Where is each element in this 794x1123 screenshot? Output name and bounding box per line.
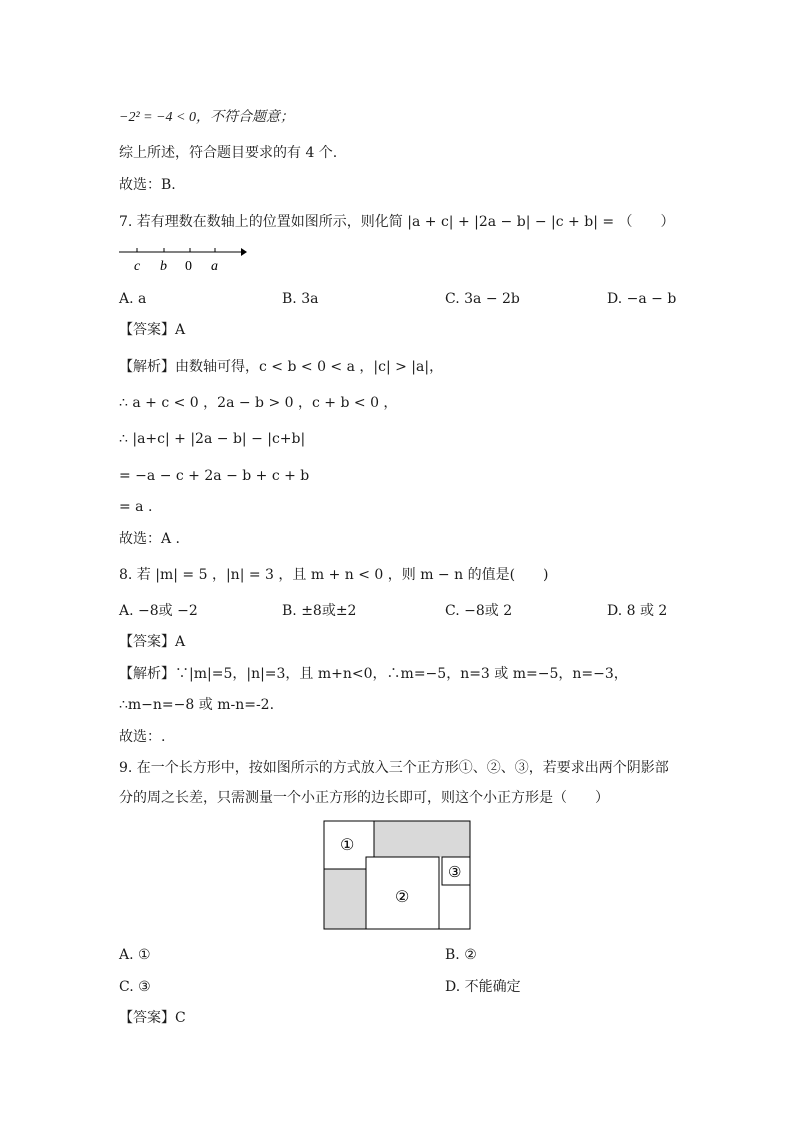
- text-line-3: 故选：B.: [119, 177, 176, 193]
- number-line-figure: [119, 244, 249, 274]
- text-line-2: 综上所述，符合题目要求的有 4 个.: [119, 145, 338, 161]
- q7-solution-2: ∴ a + c < 0 ，2a − b > 0 ，c + b < 0 ，: [119, 395, 398, 411]
- shade-top-right: [374, 821, 470, 857]
- q7-option-a: A. a: [119, 291, 147, 307]
- q8-solution-2: ∴m−n=−8 或 m-n=-2.: [119, 697, 275, 713]
- text-line-1: −2² = −4 < 0，不符合题意；: [119, 110, 294, 125]
- q8-option-c: C. −8或 2: [445, 603, 513, 619]
- label-0: 0: [185, 259, 192, 274]
- q7-solution-4: = −a − c + 2a − b + c + b: [119, 468, 310, 484]
- q7-solution-3: ∴ |a+c| + |2a − b| − |c+b|: [119, 431, 306, 447]
- label-b: b: [160, 259, 167, 274]
- number-line-arrow: [241, 248, 247, 256]
- q7-solution-6: 故选：A .: [119, 531, 181, 547]
- shade-bottom-left: [324, 869, 366, 929]
- q9-option-d: D. 不能确定: [445, 979, 521, 995]
- q7-answer: 【答案】A: [119, 322, 186, 338]
- question-9-line-2: 分的周之长差，只需测量一个小正方形的边长即可，则这个小正方形是（ ）: [119, 790, 609, 806]
- q8-solution-1: 【解析】∵|m|=5，|n|=3，且 m+n<0，∴m=−5，n=3 或 m=−5，n=−3，: [119, 666, 628, 682]
- q8-option-a: A. −8或 −2: [119, 603, 198, 619]
- q8-solution-3: 故选：.: [119, 729, 166, 745]
- q8-answer: 【答案】A: [119, 634, 186, 650]
- squares-figure: [323, 820, 473, 932]
- label-c: c: [134, 259, 141, 274]
- q9-option-b: B. ②: [445, 947, 477, 963]
- q7-solution-1: 【解析】由数轴可得，c < b < 0 < a ，|c| > |a|，: [119, 359, 444, 375]
- q9-option-a: A. ①: [119, 947, 151, 963]
- square-2-label: ②: [395, 889, 410, 906]
- question-9-line-1: 9. 在一个长方形中，按如图所示的方式放入三个正方形①、②、③，若要求出两个阴影部: [119, 760, 669, 776]
- square-1-label: ①: [340, 837, 355, 854]
- square-3-label: ③: [448, 865, 462, 881]
- q7-solution-5: = a .: [119, 499, 153, 515]
- q8-option-b: B. ±8或±2: [282, 603, 357, 619]
- q7-option-c: C. 3a − 2b: [445, 291, 520, 307]
- q9-option-c: C. ③: [119, 979, 151, 995]
- question-7: 7. 若有理数在数轴上的位置如图所示，则化简 |a + c| + |2a − b| − |c + b| = （ ）: [119, 214, 675, 230]
- q7-option-b: B. 3a: [282, 291, 319, 307]
- label-a: a: [211, 259, 218, 274]
- question-8: 8. 若 |m| = 5 ，|n| = 3 ，且 m + n < 0 ，则 m − n 的值是( ): [119, 567, 549, 583]
- q7-option-d: D. −a − b: [607, 291, 677, 307]
- q9-answer: 【答案】C: [119, 1010, 186, 1026]
- q8-option-d: D. 8 或 2: [607, 603, 668, 619]
